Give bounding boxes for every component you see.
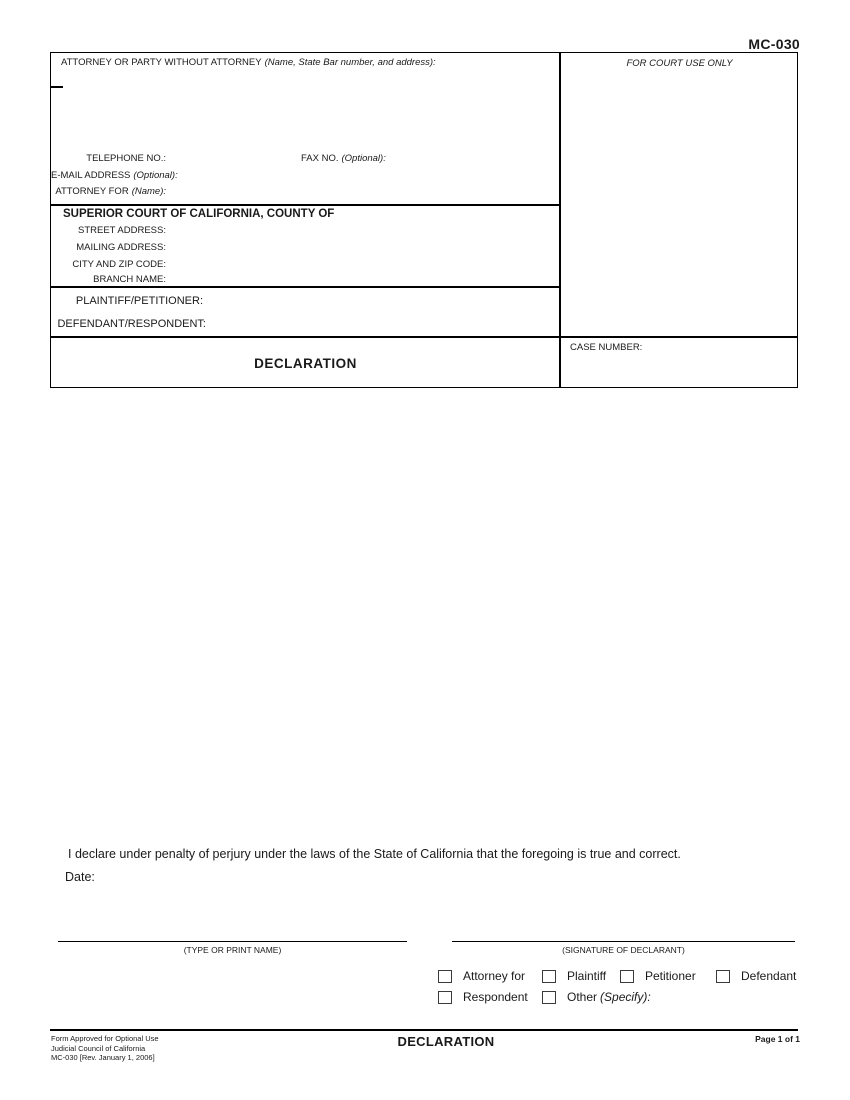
fax-optional-label: (Optional): [341,153,386,164]
plaintiff-petitioner-label: PLAINTIFF/PETITIONER: [75,295,203,307]
attorney-for-option-label: Attorney for [463,969,526,983]
form-title: DECLARATION [254,356,357,371]
declaration-body-field[interactable] [50,392,798,832]
mailing-address-label: MAILING ADDRESS: [76,242,166,253]
defendant-option [716,969,796,983]
street-address-field[interactable] [171,223,551,237]
plaintiff-petitioner-field[interactable] [209,293,551,311]
telephone-label: TELEPHONE NO.: [86,153,166,164]
for-court-use-label: FOR COURT USE ONLY [626,58,733,69]
margin-tick [51,86,63,88]
plaintiff-option-label: Plaintiff [567,969,607,983]
row-divider [51,336,797,338]
branch-name-label: BRANCH NAME: [93,274,166,285]
county-field[interactable] [346,207,551,221]
footer-approved-line: Form Approved for Optional Use [51,1034,159,1043]
case-number-label: CASE NUMBER: [570,342,643,353]
defendant-option-label: Defendant [741,969,797,983]
email-label: E-MAIL ADDRESS (Optional): [51,170,178,181]
date-field[interactable] [105,868,405,884]
row-divider [51,286,560,288]
signature-line[interactable] [452,941,795,942]
type-print-name-line[interactable] [58,941,407,942]
other-specify-field[interactable] [655,989,795,1004]
row-divider [51,204,560,206]
email-field[interactable] [171,168,551,182]
email-optional-label: (Optional): [133,170,178,181]
form-number: MC-030 [748,36,800,52]
signature-caption: (SIGNATURE OF DECLARANT) [562,945,685,955]
checkbox-plaintiff[interactable] [542,970,556,983]
city-zip-label: CITY AND ZIP CODE: [72,259,166,270]
date-label: Date: [65,870,95,884]
petitioner-option-label: Petitioner [645,969,696,983]
city-zip-field[interactable] [171,257,551,271]
attorney-for-field[interactable] [171,184,551,198]
superior-court-title: SUPERIOR COURT OF CALIFORNIA, COUNTY OF [63,208,335,220]
perjury-statement: I declare under penalty of perjury under the laws of the State of California that the foregoing is true and correct. [68,847,681,861]
fax-label: FAX NO. (Optional): [301,153,386,164]
footer-approval-text [51,1034,159,1063]
attorney-party-label: ATTORNEY OR PARTY WITHOUT ATTORNEY (Name, State Bar number, and address): [61,57,436,68]
street-address-label: STREET ADDRESS: [78,225,166,236]
respondent-option-label: Respondent [463,990,528,1004]
checkbox-other[interactable] [542,991,556,1004]
footer-council-line: Judicial Council of California [51,1043,146,1053]
other-option [542,990,651,1004]
plaintiff-option [542,969,606,983]
petitioner-option [620,969,696,983]
defendant-respondent-label: DEFENDANT/RESPONDENT: [57,318,206,330]
footer-revision-line: MC-030 [Rev. January 1, 2006] [51,1053,155,1063]
checkbox-petitioner[interactable] [620,970,634,983]
attorney-for-option [438,969,525,983]
case-number-field[interactable] [570,355,790,385]
attorney-for-label: ATTORNEY FOR (Name): [55,186,166,197]
attorney-label-detail: (Name, State Bar number, and address): [264,57,436,68]
footer-page-number: Page 1 of 1 [755,1034,800,1044]
attorney-for-name-label: (Name): [131,186,166,197]
fax-field[interactable] [386,151,551,165]
footer-rule [50,1029,798,1031]
other-specify-label: (Specify): [600,990,651,1004]
checkbox-defendant[interactable] [716,970,730,983]
type-print-name-caption: (TYPE OR PRINT NAME) [183,945,282,955]
checkbox-respondent[interactable] [438,991,452,1004]
header-caption-table [50,52,798,388]
respondent-option [438,990,528,1004]
footer-form-title: DECLARATION [397,1034,495,1049]
branch-name-field[interactable] [171,272,551,286]
defendant-respondent-field[interactable] [211,316,551,334]
other-option-label: Other [567,990,598,1004]
checkbox-attorney-for[interactable] [438,970,452,983]
mailing-address-field[interactable] [171,240,551,254]
telephone-field[interactable] [171,151,296,165]
